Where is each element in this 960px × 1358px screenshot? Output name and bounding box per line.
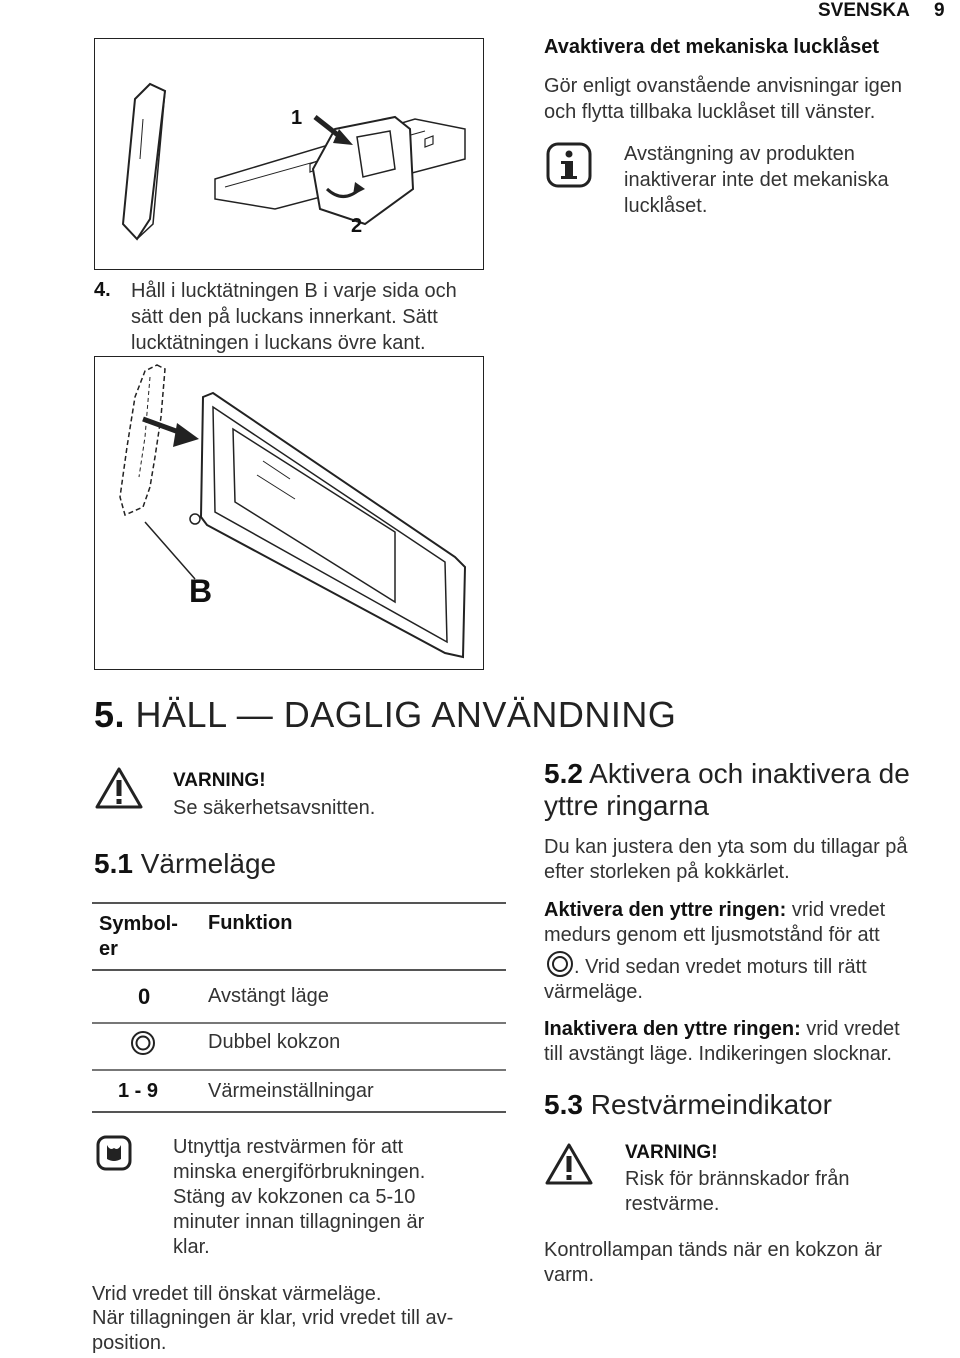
deactivate-text-1: vrid vredet — [800, 1018, 900, 1040]
table-header-symbol-line-2: er — [99, 938, 118, 960]
table-bottom-rule — [92, 1111, 506, 1113]
table-row-3-function: Värmeinställningar — [208, 1080, 374, 1102]
deactivate-lock-title: Avaktivera det mekaniska lucklåset — [544, 36, 880, 58]
tip-line-3: Stäng av kokzonen ca 5-10 — [173, 1186, 416, 1208]
table-row-1-function: Avstängt läge — [208, 985, 329, 1007]
activate-line-4: värmeläge. — [544, 981, 643, 1003]
activate-line-1 — [544, 897, 885, 923]
figure-label-b: B — [189, 573, 213, 609]
step-4-line-1: Håll i lucktätningen B i varje sida och — [131, 280, 457, 302]
door-lock-illustration — [95, 39, 483, 269]
warning-1-text: Se säkerhetsavsnitten. — [173, 797, 376, 819]
table-row-rule-2 — [92, 1069, 506, 1071]
section-5-2-intro-2: efter storleken på kokkärlet. — [544, 861, 790, 883]
section-5-title: HÄLL — DAGLIG ANVÄNDNING — [135, 694, 677, 735]
info-line-1: Avstängning av produkten — [624, 143, 855, 165]
info-line-2: inaktiverar inte det mekaniska — [624, 169, 889, 191]
section-5-2-title-2: yttre ringarna — [544, 790, 709, 821]
table-row-1-symbol: 0 — [138, 984, 151, 1009]
activate-line-3: . Vrid sedan vredet moturs till rätt — [574, 956, 867, 978]
deactivate-lock-body-1: Gör enligt ovanstående anvisningar igen — [544, 75, 903, 97]
info-icon — [546, 142, 592, 188]
deactivate-line-1 — [544, 1016, 900, 1042]
section-5-3-heading — [544, 1089, 832, 1121]
table-row-2-function: Dubbel kokzon — [208, 1031, 341, 1053]
double-ring-icon — [130, 1030, 156, 1056]
step-4-number: 4. — [94, 279, 111, 301]
header-language: SVENSKA — [818, 0, 910, 21]
table-header-function: Funktion — [208, 912, 293, 934]
section-5-2-title-1: Aktivera och inaktivera de — [589, 758, 910, 789]
figure-label-1: 1 — [291, 107, 303, 129]
info-line-3: lucklåset. — [624, 195, 708, 217]
figure-label-2: 2 — [351, 215, 363, 237]
section-5-heading — [94, 694, 676, 736]
section-5-3-title: Restvärmeindikator — [590, 1089, 832, 1120]
table-header-symbol-line-1: Symbol- — [99, 913, 178, 935]
warning-1-title: VARNING! — [173, 770, 266, 791]
outer-ring-icon — [546, 950, 574, 978]
table-header-symbol — [99, 912, 178, 962]
indicator-line-1: Kontrollampan tänds när en kokzon är — [544, 1239, 882, 1261]
deactivate-lock-body-2: och flytta tillbaka lucklåset till vänster. — [544, 101, 876, 123]
indicator-line-2: varm. — [544, 1264, 594, 1286]
section-5-number: 5. — [94, 694, 126, 735]
section-5-2-number: 5.2 — [544, 758, 583, 789]
eco-tip-icon — [96, 1135, 132, 1171]
page-number: 9 — [934, 0, 945, 21]
warning-2-icon — [544, 1142, 594, 1186]
tip-line-4: minuter innan tillagningen är — [173, 1211, 425, 1233]
tip-line-2: minska energiförbrukningen. — [173, 1161, 426, 1183]
step-4-line-2: sätt den på luckans innerkant. Sätt — [131, 306, 438, 328]
door-gasket-illustration — [95, 357, 483, 669]
warning-2-title: VARNING! — [625, 1142, 718, 1163]
turn-knob-line-1: Vrid vredet till önskat värmeläge. — [92, 1283, 382, 1305]
activate-line-2: medurs genom ett ljusmotstånd för att — [544, 924, 880, 946]
warning-2-line-1: Risk för brännskador från — [625, 1168, 850, 1190]
section-5-2-intro-1: Du kan justera den yta som du tillagar på — [544, 836, 908, 858]
deactivate-label: Inaktivera den yttre ringen: — [544, 1018, 801, 1040]
table-header-rule — [92, 969, 506, 971]
step-4-line-3: lucktätningen i luckans övre kant. — [131, 332, 426, 354]
tip-line-1: Utnyttja restvärmen för att — [173, 1136, 404, 1158]
warning-2-line-2: restvärme. — [625, 1193, 720, 1215]
warning-icon — [94, 766, 144, 810]
section-5-2-heading — [544, 758, 910, 790]
table-top-rule — [92, 902, 506, 904]
activate-label: Aktivera den yttre ringen: — [544, 899, 787, 921]
turn-knob-line-3: position. — [92, 1332, 167, 1354]
tip-line-5: klar. — [173, 1236, 210, 1258]
deactivate-line-2: till avstängt läge. Indikeringen slocknar. — [544, 1043, 892, 1065]
figure-door-gasket — [94, 356, 484, 670]
figure-door-lock — [94, 38, 484, 270]
section-5-1-heading — [94, 848, 276, 880]
table-row-rule-1 — [92, 1022, 506, 1024]
table-row-3-symbol: 1 - 9 — [118, 1080, 159, 1102]
section-5-1-number: 5.1 — [94, 848, 133, 879]
section-5-3-number: 5.3 — [544, 1089, 583, 1120]
turn-knob-line-2: När tillagningen är klar, vrid vredet till av- — [92, 1307, 454, 1329]
section-5-1-title: Värmeläge — [140, 848, 277, 879]
activate-text-1: vrid vredet — [786, 899, 886, 921]
